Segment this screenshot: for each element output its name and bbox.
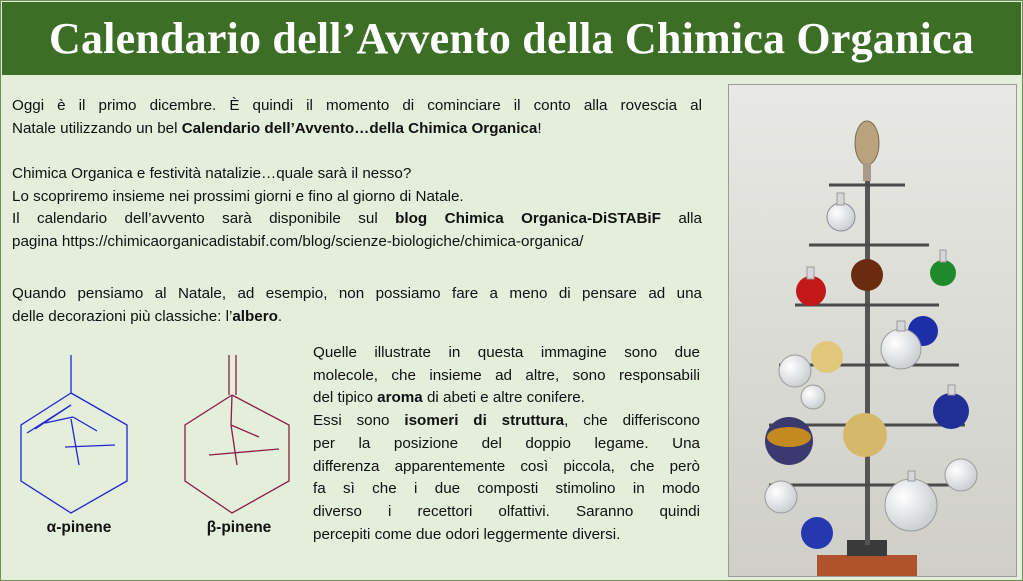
desc-text-end: , che differiscono: [564, 412, 700, 430]
desc-text-end: di abeti e altre conifere.: [422, 389, 585, 407]
blog-url-line: pagina https://chimicaorganicadistabif.com/blog/scienze-biologiche/chimica-organica/: [12, 233, 584, 251]
blog-name: blog Chimica Organica-DiSTABiF: [395, 210, 661, 228]
desc-line-8: diverso i recettori olfattivi. Saranno quindi: [313, 502, 700, 520]
tree-punct: .: [277, 307, 283, 325]
description-paragraph: [313, 342, 700, 546]
blog-text: Il calendario dell’avvento sarà disponibile sul: [12, 210, 396, 228]
intro-line-2: [12, 118, 702, 141]
alpha-pinene-structure: [15, 351, 135, 521]
tree-text: delle decorazioni più classiche: l’: [12, 307, 233, 325]
chemistry-christmas-tree-image: [729, 85, 1016, 576]
intro-line-1: Oggi è il primo dicembre. È quindi il momento di cominciare il conto alla rovescia al: [12, 97, 702, 114]
desc-text: del tipico: [313, 389, 378, 407]
page-title: Calendario dell’Avvento della Chimica Organica: [49, 14, 974, 63]
desc-line-5: per la posizione del doppio legame. Una: [313, 434, 700, 452]
advent-calendar-highlight: Calendario dell’Avvento…della Chimica Organica: [181, 119, 538, 137]
beta-pinene-structure: [179, 351, 299, 521]
beta-pinene-label: β-pinene: [206, 519, 272, 536]
aroma-word: aroma: [377, 389, 423, 407]
tree-line-2: [12, 306, 702, 329]
tree-line-1: Quando pensiamo al Natale, ad esempio, non possiamo fare a meno di pensare ad una: [12, 285, 702, 302]
title-banner: [2, 2, 1021, 75]
desc-line-3: [313, 387, 700, 410]
blog-line-1: Chimica Organica e festività natalizie…quale sarà il nesso?: [12, 165, 412, 182]
desc-line-7: fa sì che i due composti stimolino in modo: [313, 480, 700, 498]
blog-line-3: [12, 208, 702, 231]
flask-tree-photo: [728, 84, 1017, 577]
desc-line-9: percepiti come due odori leggermente diversi.: [313, 525, 621, 543]
blog-paragraph: [12, 163, 702, 254]
desc-line-4: [313, 410, 700, 433]
desc-text: Essi sono: [313, 412, 405, 430]
tree-word: albero: [232, 307, 278, 325]
blog-text-end: alla: [660, 210, 702, 228]
blog-line-2: Lo scopriremo insieme nei prossimi giorni e fino al giorno di Natale.: [12, 187, 464, 205]
intro-paragraph: [12, 95, 702, 140]
desc-line-2: molecole, che insieme ad altre, sono responsabili: [313, 366, 700, 384]
intro-punct: !: [537, 119, 542, 137]
isomer-term: isomeri di struttura: [404, 412, 565, 430]
tree-paragraph: [12, 283, 702, 328]
intro-text: Natale utilizzando un bel: [12, 119, 182, 137]
desc-line-6: differenza apparentemente così piccola, che però: [313, 457, 700, 475]
alpha-pinene-label: α-pinene: [46, 519, 112, 536]
desc-line-1: Quelle illustrate in questa immagine sono due: [313, 344, 700, 361]
